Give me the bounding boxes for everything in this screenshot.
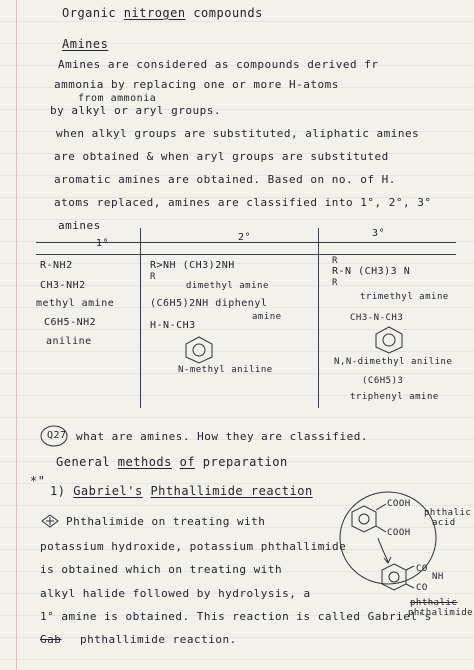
table-cell: R-NH2 bbox=[40, 260, 73, 271]
struck-word: Gab bbox=[40, 633, 62, 646]
subheading bbox=[50, 484, 313, 498]
para3-line: is obtained which on treating with bbox=[40, 563, 283, 576]
table-cell: amine bbox=[252, 312, 282, 322]
table-column-divider bbox=[140, 228, 141, 408]
acid-label: acid bbox=[432, 518, 456, 528]
acid-group: COOH bbox=[387, 528, 411, 538]
section-heading-of: of bbox=[179, 455, 196, 469]
question-text: what are amines. How they are classified. bbox=[76, 430, 369, 443]
table-header-2: 2° bbox=[238, 232, 252, 243]
table-cell: CH3-N-CH3 bbox=[350, 313, 404, 323]
table-cell: R bbox=[150, 272, 156, 282]
table-header-rule bbox=[36, 254, 456, 255]
imide-group: CO bbox=[416, 564, 428, 574]
imide-group: NH bbox=[432, 572, 444, 582]
title-suffix: compounds bbox=[185, 6, 263, 20]
table-cell: (C6H5)3 bbox=[362, 376, 404, 386]
para1-line: Amines are considered as compounds derived fr bbox=[58, 58, 379, 71]
benzene-ring-icon bbox=[184, 336, 214, 364]
table-cell: N,N-dimethyl aniline bbox=[334, 357, 453, 367]
table-cell: (C6H5)2NH diphenyl bbox=[150, 298, 268, 309]
para2-line: aromatic amines are obtained. Based on no. of H. bbox=[54, 173, 396, 186]
para2-line: atoms replaced, amines are classified into 1°, 2°, 3° bbox=[54, 196, 432, 209]
para3-line: alkyl halide followed by hydrolysis, a bbox=[40, 587, 311, 600]
para2-line: are obtained & when aryl groups are substituted bbox=[54, 150, 389, 163]
table-header-3: 3° bbox=[372, 228, 386, 239]
star-marker: *" bbox=[30, 474, 46, 488]
table-cell: R-N (CH3)3 N bbox=[332, 266, 411, 277]
para3-line: phthallimide reaction. bbox=[80, 633, 237, 646]
table-cell: H-N-CH3 bbox=[150, 320, 196, 331]
imide-label: phthalic bbox=[410, 598, 458, 608]
table-cell: N-methyl aniline bbox=[178, 365, 273, 375]
table-cell: aniline bbox=[46, 336, 92, 347]
para2-line: when alkyl groups are substituted, aliphatic amines bbox=[56, 127, 420, 140]
acid-group: COOH bbox=[387, 499, 411, 509]
para1-line: by alkyl or aryl groups. bbox=[50, 104, 221, 117]
scribble-icon bbox=[40, 513, 62, 529]
amines-heading: Amines bbox=[62, 37, 109, 51]
section-heading-before: General bbox=[56, 455, 118, 469]
subheading-number: 1) bbox=[50, 484, 74, 498]
title-prefix: Organic bbox=[62, 6, 124, 20]
para1-line: from ammonia bbox=[78, 93, 157, 104]
subheading-rest: Phthallimide reaction bbox=[150, 484, 313, 498]
para3-line: Phthalimide on treating with bbox=[66, 515, 266, 528]
section-heading bbox=[56, 455, 288, 469]
imide-label: phthalimide bbox=[408, 608, 474, 618]
table-column-divider bbox=[318, 228, 319, 408]
section-heading-methods: methods bbox=[117, 455, 172, 469]
table-cell: R bbox=[332, 278, 338, 288]
table-cell: R>NH (CH3)2NH bbox=[150, 260, 235, 271]
table-header-1: 1° bbox=[96, 238, 110, 249]
table-cell: R bbox=[332, 256, 338, 266]
table-cell: C6H5-NH2 bbox=[44, 317, 97, 328]
table-cell: trimethyl amine bbox=[360, 292, 449, 302]
acid-label: phthalic bbox=[424, 508, 472, 518]
imide-group: CO bbox=[416, 583, 428, 593]
question-number: Q27 bbox=[47, 430, 67, 441]
table-cell: methyl amine bbox=[36, 298, 115, 309]
section-heading-after: preparation bbox=[195, 455, 288, 469]
title-underlined: nitrogen bbox=[123, 6, 186, 20]
margin-line bbox=[16, 0, 17, 670]
para2-line: amines bbox=[58, 219, 101, 232]
benzene-ring-icon bbox=[374, 326, 404, 354]
para1-line: ammonia by replacing one or more H-atoms bbox=[54, 78, 339, 91]
para3-line: potassium hydroxide, potassium phthallimide bbox=[40, 540, 347, 553]
table-cell: dimethyl amine bbox=[186, 281, 269, 291]
table-cell: triphenyl amine bbox=[350, 392, 439, 402]
page-title bbox=[62, 6, 263, 20]
para3-line: 1° amine is obtained. This reaction is called Gabriel's bbox=[40, 610, 432, 623]
subheading-name: Gabriel's bbox=[73, 484, 143, 498]
table-cell: CH3-NH2 bbox=[40, 280, 86, 291]
